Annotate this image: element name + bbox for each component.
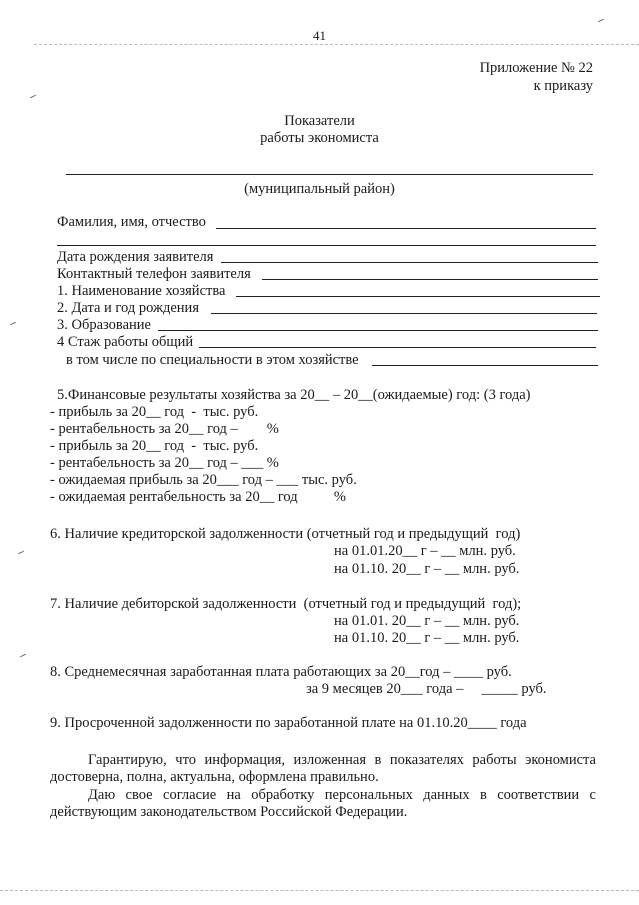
section5-item: - рентабельность за 20__ год – % [50,421,279,437]
page-number: 41 [313,28,326,43]
birth-year-line[interactable] [211,313,597,314]
appendix-line-1: Приложение № 22 [479,60,593,76]
scan-mark [20,654,26,657]
section5-item: - рентабельность за 20__ год – ___ % [50,455,279,471]
experience-label: 4 Стаж работы общий [57,334,194,350]
birth-year-label: 2. Дата и год рождения [57,300,199,316]
scan-mark [10,322,16,325]
title-line-2: работы экономиста [260,130,379,146]
farm-name-line[interactable] [236,296,600,297]
district-line[interactable] [66,174,593,175]
section6-line-1: на 01.01.20__ г – __ млн. руб. [334,543,516,559]
phone-label: Контактный телефон заявителя [57,266,251,282]
education-line[interactable] [158,330,598,331]
scan-mark [18,551,24,554]
section8-line-1: за 9 месяцев 20___ года – _____ руб. [306,681,547,697]
bottom-scan-border [0,890,639,891]
title-line-1: Показатели [284,113,355,129]
education-label: 3. Образование [57,317,151,333]
birth-date-line[interactable] [221,262,598,263]
section5-item: - ожидаемая рентабельность за 20__ год % [50,489,346,505]
section7-title: 7. Наличие дебиторской задолженности (отчетный год и предыдущий год); [50,596,522,612]
section5-item: - прибыль за 20__ год - тыс. руб. [50,438,259,454]
appendix-line-2: к приказу [533,78,593,94]
full-name-line[interactable] [216,228,596,229]
full-name-line-2[interactable] [57,245,596,246]
specialty-experience-label: в том числе по специальности в этом хозяйстве [66,352,359,368]
birth-date-label: Дата рождения заявителя [57,249,214,265]
section8-title: 8. Среднемесячная заработанная плата работающих за 20__год – ____ руб. [50,664,512,680]
section5-item: - ожидаемая прибыль за 20___ год – ___ тыс. руб. [50,472,357,488]
full-name-label: Фамилия, имя, отчество [57,214,206,230]
scan-mark [30,95,36,98]
consent-text: Даю свое согласие на обработку персональных данных в соответствии с действующим законодательством Российской Федерации. [50,787,596,820]
section6-line-2: на 01.10. 20__ г – __ млн. руб. [334,561,520,577]
section9-title: 9. Просроченной задолженности по заработанной плате на 01.10.20____ года [50,715,527,731]
section5-title: 5.Финансовые результаты хозяйства за 20__ – 20__(ожидаемые) год: (3 года) [57,387,531,403]
guarantee-text: Гарантирую, что информация, изложенная в показателях работы экономиста достоверна, полна, актуальна, оформлена правильно. [50,752,596,785]
district-caption: (муниципальный район) [244,181,395,197]
phone-line[interactable] [262,279,598,280]
section6-title: 6. Наличие кредиторской задолженности (отчетный год и предыдущий год) [50,526,521,542]
top-scan-border [34,44,639,45]
farm-name-label: 1. Наименование хозяйства [57,283,226,299]
section7-line-2: на 01.10. 20__ г – __ млн. руб. [334,630,520,646]
experience-line[interactable] [199,347,596,348]
specialty-experience-line[interactable] [372,365,598,366]
scan-mark [598,19,604,22]
section7-line-1: на 01.01. 20__ г – __ млн. руб. [334,613,520,629]
section5-item: - прибыль за 20__ год - тыс. руб. [50,404,259,420]
